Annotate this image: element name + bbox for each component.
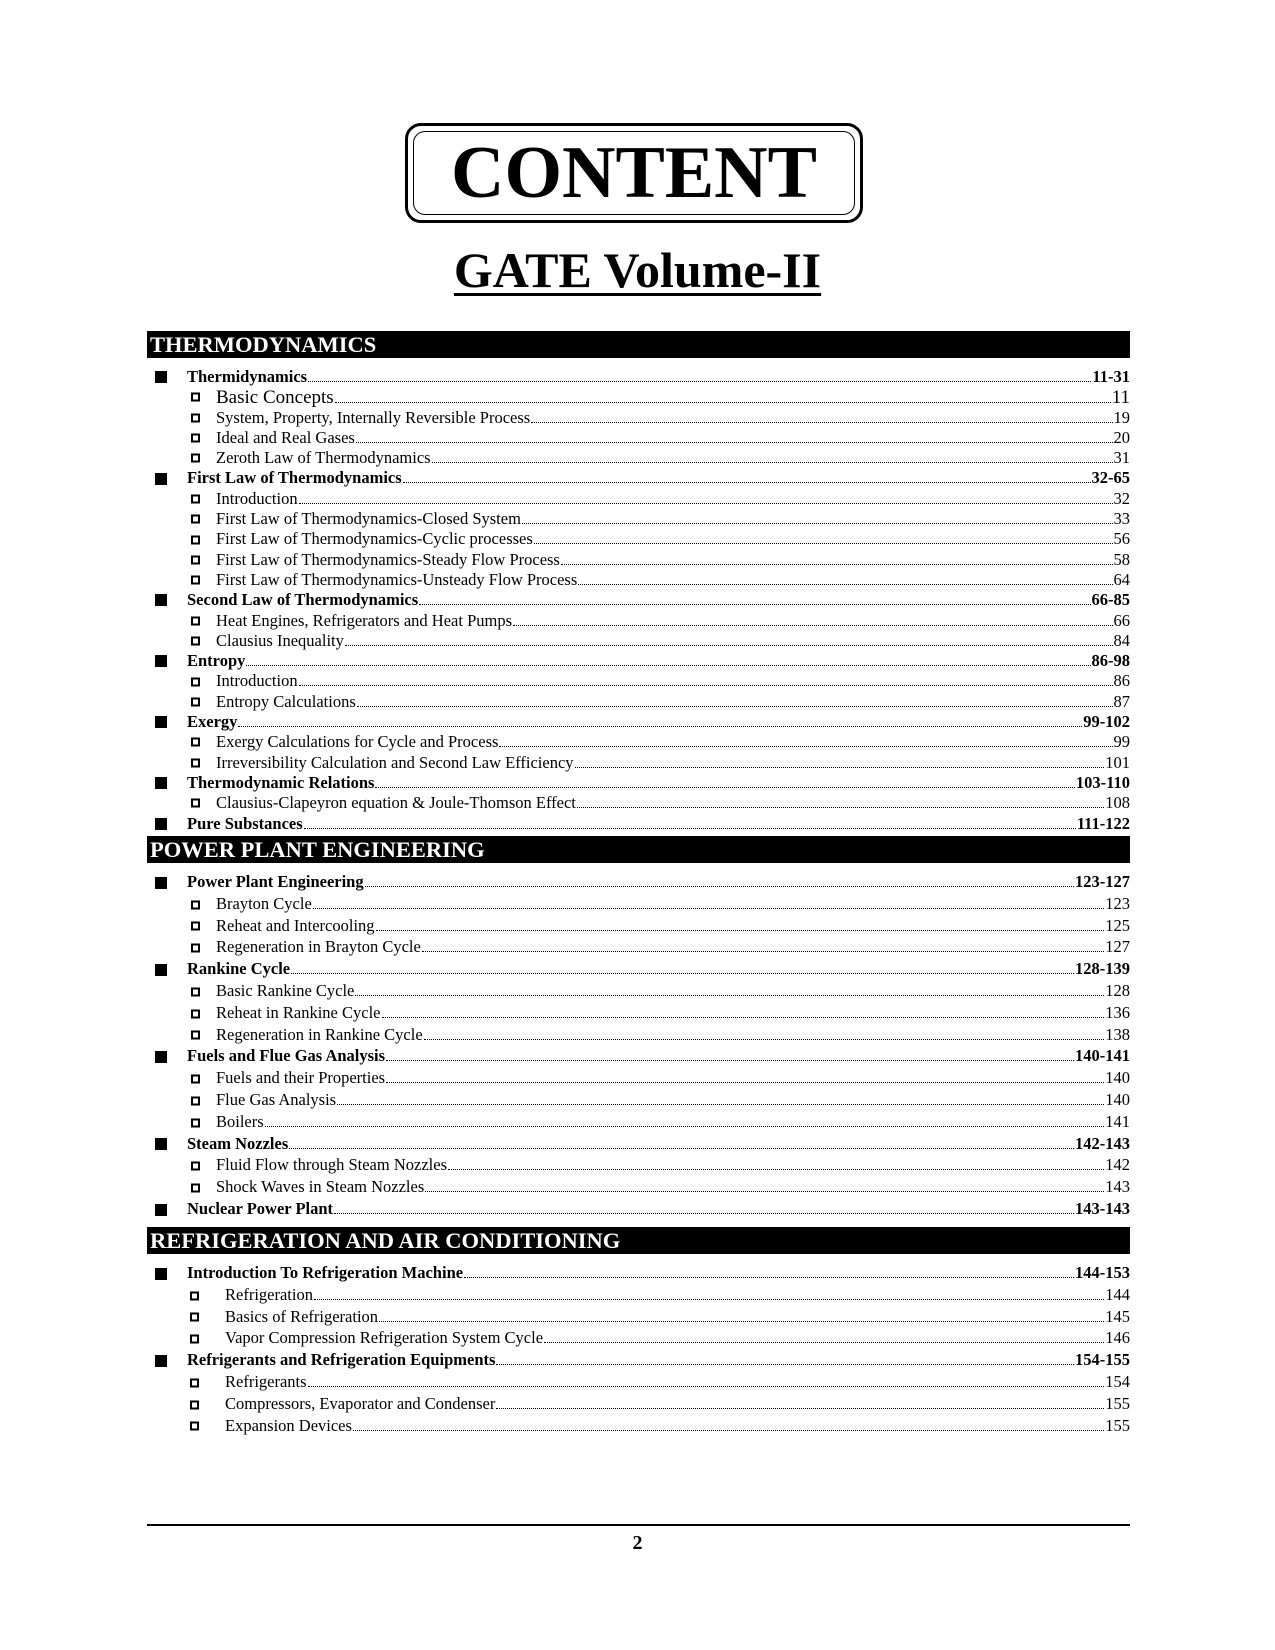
toc-topic-row xyxy=(147,1068,1130,1090)
toc-page-range: 128-139 xyxy=(1075,959,1130,979)
toc-entry-title: Zeroth Law of Thermodynamics xyxy=(216,448,431,468)
toc-entry-title: Nuclear Power Plant xyxy=(187,1198,334,1218)
dot-leader xyxy=(353,1430,1104,1431)
dot-leader xyxy=(379,1321,1104,1322)
toc-page-range: 11-31 xyxy=(1092,367,1130,386)
toc-topic-row xyxy=(147,1090,1130,1112)
dot-leader xyxy=(499,746,1112,747)
toc-chapter-row xyxy=(147,590,1130,610)
toc-topic-row xyxy=(147,1394,1130,1416)
section-heading: REFRIGERATION AND AIR CONDITIONING xyxy=(147,1227,1130,1254)
dot-leader xyxy=(578,584,1112,585)
toc-page-range: 99 xyxy=(1113,732,1130,752)
toc-page-range: 87 xyxy=(1113,691,1130,711)
toc-page-range: 31 xyxy=(1113,448,1130,468)
dot-leader xyxy=(513,625,1112,626)
toc-topic-row xyxy=(147,509,1130,529)
filled-square-bullet-icon xyxy=(155,1138,167,1150)
dot-leader xyxy=(496,1364,1074,1365)
toc-page-range: 142-143 xyxy=(1075,1133,1130,1153)
toc-page-range: 111-122 xyxy=(1076,813,1130,833)
dot-leader xyxy=(238,726,1082,727)
toc-topic-row xyxy=(147,489,1130,509)
dot-leader xyxy=(299,685,1113,686)
hollow-square-bullet-icon xyxy=(191,616,200,625)
toc-chapter-row xyxy=(147,468,1130,488)
toc-page-range: 66 xyxy=(1113,610,1130,630)
toc-page-range: 84 xyxy=(1113,630,1130,650)
hollow-square-bullet-icon xyxy=(190,1313,199,1322)
dot-leader xyxy=(345,645,1113,646)
toc-entry-title: Rankine Cycle xyxy=(187,959,291,979)
toc-chapter-row xyxy=(147,367,1130,387)
dot-leader xyxy=(448,1169,1104,1170)
filled-square-bullet-icon xyxy=(155,1204,167,1216)
toc-topic-row xyxy=(147,937,1130,959)
toc-topic-row xyxy=(147,1025,1130,1047)
hollow-square-bullet-icon xyxy=(191,454,200,463)
toc-entry-title: System, Property, Internally Reversible Process xyxy=(216,407,531,427)
dot-leader xyxy=(314,1299,1104,1300)
toc-page-range: 143-143 xyxy=(1075,1198,1130,1218)
toc-topic-row xyxy=(147,611,1130,631)
toc-page-range: 123 xyxy=(1105,893,1130,913)
filled-square-bullet-icon xyxy=(155,877,167,889)
toc-entry-title: Shock Waves in Steam Nozzles xyxy=(216,1177,425,1197)
toc-page-range: 86-98 xyxy=(1091,651,1130,671)
toc-page-range: 155 xyxy=(1105,1393,1130,1413)
filled-square-bullet-icon xyxy=(155,716,167,728)
toc-page-range: 56 xyxy=(1113,529,1130,549)
toc-entry-title: Regeneration in Brayton Cycle xyxy=(216,937,421,957)
toc-topic-row xyxy=(147,550,1130,570)
toc-entry-title: Boilers xyxy=(216,1111,264,1131)
content-title-frame xyxy=(405,123,863,223)
toc-page-range: 144-153 xyxy=(1075,1263,1130,1282)
toc-entry-title: Refrigerants xyxy=(225,1371,307,1391)
section-heading: THERMODYNAMICS xyxy=(147,331,1130,358)
dot-leader xyxy=(577,807,1104,808)
toc-topic-row xyxy=(147,1003,1130,1025)
toc-entry-title: Pure Substances xyxy=(187,813,303,833)
section-power-plant-engineering xyxy=(147,836,1130,1221)
toc-entry-title: Introduction xyxy=(216,488,298,508)
toc-entry-title: Refrigerants and Refrigeration Equipments xyxy=(187,1350,496,1370)
volume-subtitle-text: GATE Volume-II xyxy=(453,242,822,298)
toc-page-range: 64 xyxy=(1113,569,1130,589)
toc-page-range: 154-155 xyxy=(1075,1350,1130,1370)
dot-leader xyxy=(382,1017,1105,1018)
toc-topic-row xyxy=(147,916,1130,938)
toc-entry-title: Thermidynamics xyxy=(187,367,308,386)
dot-leader xyxy=(575,767,1105,768)
toc-topic-row xyxy=(147,408,1130,428)
hollow-square-bullet-icon xyxy=(191,758,200,767)
toc-page-range: 144 xyxy=(1105,1284,1130,1304)
dot-leader xyxy=(356,442,1113,443)
hollow-square-bullet-icon xyxy=(191,393,200,402)
filled-square-bullet-icon xyxy=(155,655,167,667)
toc-entries xyxy=(147,872,1130,1221)
toc-page-range: 19 xyxy=(1113,407,1130,427)
hollow-square-bullet-icon xyxy=(191,1118,200,1127)
dot-leader xyxy=(422,951,1104,952)
dot-leader xyxy=(403,482,1091,483)
toc-topic-row xyxy=(147,753,1130,773)
toc-chapter-row xyxy=(147,712,1130,732)
toc-chapter-row xyxy=(147,1046,1130,1068)
toc-page-range: 140 xyxy=(1105,1068,1130,1088)
toc-page-range: 99-102 xyxy=(1083,712,1130,732)
toc-page-range: 140 xyxy=(1105,1089,1130,1109)
toc-page-range: 127 xyxy=(1105,937,1130,957)
toc-chapter-row xyxy=(147,814,1130,834)
toc-topic-row xyxy=(147,1416,1130,1438)
filled-square-bullet-icon xyxy=(155,964,167,976)
toc-entry-title: Basic Rankine Cycle xyxy=(216,980,355,1000)
toc-topic-row xyxy=(147,1307,1130,1329)
toc-entry-title: Irreversibility Calculation and Second Law Efficiency xyxy=(216,752,574,772)
dot-leader xyxy=(425,1191,1104,1192)
dot-leader xyxy=(289,1148,1074,1149)
toc-entry-title: Steam Nozzles xyxy=(187,1133,289,1153)
toc-topic-row xyxy=(147,793,1130,813)
toc-topic-row xyxy=(147,529,1130,549)
toc-entry-title: Fuels and Flue Gas Analysis xyxy=(187,1046,386,1066)
dot-leader xyxy=(522,523,1113,524)
content-title: CONTENT xyxy=(451,132,817,214)
hollow-square-bullet-icon xyxy=(190,1291,199,1300)
toc-page-range: 32 xyxy=(1113,488,1130,508)
hollow-square-bullet-icon xyxy=(191,494,200,503)
toc-chapter-row xyxy=(147,773,1130,793)
bottom-rule xyxy=(147,1524,1130,1526)
toc-entry-title: Clausius Inequality xyxy=(216,630,344,650)
hollow-square-bullet-icon xyxy=(191,987,200,996)
dot-leader xyxy=(313,908,1104,909)
toc-entry-title: First Law of Thermodynamics-Unsteady Flow Process xyxy=(216,569,578,589)
toc-entry-title: Fluid Flow through Steam Nozzles xyxy=(216,1155,447,1175)
toc-page-range: 101 xyxy=(1105,752,1130,772)
toc-entry-title: Exergy xyxy=(187,712,238,732)
filled-square-bullet-icon xyxy=(155,818,167,830)
toc-entries xyxy=(147,367,1130,834)
toc-chapter-row xyxy=(147,959,1130,981)
dot-leader xyxy=(304,828,1076,829)
dot-leader xyxy=(355,995,1104,996)
toc-chapter-row xyxy=(147,872,1130,894)
hollow-square-bullet-icon xyxy=(190,1378,199,1387)
dot-leader xyxy=(419,604,1090,605)
toc-entry-title: Second Law of Thermodynamics xyxy=(187,590,419,610)
hollow-square-bullet-icon xyxy=(191,434,200,443)
toc-topic-row xyxy=(147,1372,1130,1394)
hollow-square-bullet-icon xyxy=(191,799,200,808)
dot-leader xyxy=(386,1060,1074,1061)
toc-page-range: 11 xyxy=(1111,387,1130,409)
toc-entry-title: Regeneration in Rankine Cycle xyxy=(216,1024,423,1044)
toc-topic-row xyxy=(147,448,1130,468)
toc-entry-title: Heat Engines, Refrigerators and Heat Pumps xyxy=(216,610,513,630)
hollow-square-bullet-icon xyxy=(191,413,200,422)
hollow-square-bullet-icon xyxy=(191,677,200,686)
toc-topic-row xyxy=(147,1155,1130,1177)
toc-page-range: 20 xyxy=(1113,427,1130,447)
toc-page-range: 66-85 xyxy=(1091,590,1130,610)
section-refrigeration-and-air-conditioning xyxy=(147,1227,1130,1437)
dot-leader xyxy=(357,706,1113,707)
toc-page-range: 145 xyxy=(1105,1306,1130,1326)
filled-square-bullet-icon xyxy=(155,777,167,789)
toc-entry-title: Introduction To Refrigeration Machine xyxy=(187,1263,464,1282)
hollow-square-bullet-icon xyxy=(191,900,200,909)
dot-leader xyxy=(335,402,1111,403)
page-number: 2 xyxy=(632,1532,643,1554)
filled-square-bullet-icon xyxy=(155,594,167,606)
toc-chapter-row xyxy=(147,1199,1130,1221)
hollow-square-bullet-icon xyxy=(191,697,200,706)
toc-page-range: 128 xyxy=(1105,980,1130,1000)
toc-entries xyxy=(147,1263,1130,1437)
toc-entry-title: Entropy xyxy=(187,651,246,671)
dot-leader xyxy=(376,930,1105,931)
dot-leader xyxy=(334,1213,1074,1214)
dot-leader xyxy=(246,665,1090,666)
toc-entry-title: Compressors, Evaporator and Condenser xyxy=(225,1393,496,1413)
toc-topic-row xyxy=(147,1112,1130,1134)
hollow-square-bullet-icon xyxy=(190,1400,199,1409)
toc-entry-title: Expansion Devices xyxy=(225,1415,352,1435)
toc-entry-title: Power Plant Engineering xyxy=(187,872,364,891)
filled-square-bullet-icon xyxy=(155,1051,167,1063)
dot-leader xyxy=(337,1104,1104,1105)
toc-page-range: 146 xyxy=(1105,1328,1130,1348)
toc-entry-title: Clausius-Clapeyron equation & Joule-Thomson Effect xyxy=(216,793,576,813)
toc-page-range: 143 xyxy=(1105,1177,1130,1197)
toc-topic-row xyxy=(147,671,1130,691)
toc-entry-title: Exergy Calculations for Cycle and Process xyxy=(216,732,499,752)
toc-topic-row xyxy=(147,1328,1130,1350)
toc-entry-title: Vapor Compression Refrigeration System Cycle xyxy=(225,1328,544,1348)
toc-entry-title: Thermodynamic Relations xyxy=(187,772,375,792)
dot-leader xyxy=(531,422,1112,423)
dot-leader xyxy=(265,1126,1105,1127)
toc-topic-row xyxy=(147,692,1130,712)
toc-page-range: 33 xyxy=(1113,509,1130,529)
filled-square-bullet-icon xyxy=(155,1355,167,1367)
hollow-square-bullet-icon xyxy=(191,1031,200,1040)
toc-entry-title: Flue Gas Analysis xyxy=(216,1089,337,1109)
toc-page-range: 140-141 xyxy=(1075,1046,1130,1066)
filled-square-bullet-icon xyxy=(155,473,167,485)
dot-leader xyxy=(308,1386,1105,1387)
dot-leader xyxy=(561,564,1113,565)
toc-page-range: 58 xyxy=(1113,549,1130,569)
toc-page-range: 86 xyxy=(1113,671,1130,691)
toc-page-range: 154 xyxy=(1105,1371,1130,1391)
dot-leader xyxy=(544,1342,1104,1343)
hollow-square-bullet-icon xyxy=(191,555,200,564)
toc-entry-title: First Law of Thermodynamics-Cyclic processes xyxy=(216,529,533,549)
toc-entry-title: Ideal and Real Gases xyxy=(216,427,355,447)
toc-entry-title: Basics of Refrigeration xyxy=(225,1306,379,1326)
dot-leader xyxy=(375,787,1074,788)
toc-page-range: 141 xyxy=(1105,1111,1130,1131)
hollow-square-bullet-icon xyxy=(191,738,200,747)
filled-square-bullet-icon xyxy=(155,371,167,383)
toc-topic-row xyxy=(147,732,1130,752)
toc-entry-title: Fuels and their Properties xyxy=(216,1068,386,1088)
volume-subtitle xyxy=(0,242,1275,298)
dot-leader xyxy=(291,973,1074,974)
hollow-square-bullet-icon xyxy=(190,1422,199,1431)
toc-topic-row xyxy=(147,981,1130,1003)
hollow-square-bullet-icon xyxy=(191,637,200,646)
toc-topic-row xyxy=(147,387,1130,407)
toc-chapter-row xyxy=(147,1263,1130,1285)
hollow-square-bullet-icon xyxy=(191,515,200,524)
dot-leader xyxy=(432,462,1113,463)
hollow-square-bullet-icon xyxy=(191,576,200,585)
section-thermodynamics xyxy=(147,331,1130,834)
toc-page-range: 142 xyxy=(1105,1155,1130,1175)
dot-leader xyxy=(308,381,1091,382)
dot-leader xyxy=(534,543,1113,544)
toc-entry-title: Refrigeration xyxy=(225,1284,313,1304)
dot-leader xyxy=(424,1039,1105,1040)
toc-page-range: 136 xyxy=(1105,1002,1130,1022)
toc-page-range: 125 xyxy=(1105,915,1130,935)
hollow-square-bullet-icon xyxy=(191,1162,200,1171)
toc-topic-row xyxy=(147,631,1130,651)
toc-topic-row xyxy=(147,570,1130,590)
toc-chapter-row xyxy=(147,1350,1130,1372)
hollow-square-bullet-icon xyxy=(191,1075,200,1084)
toc-entry-title: Reheat and Intercooling xyxy=(216,915,375,935)
hollow-square-bullet-icon xyxy=(191,535,200,544)
toc-chapter-row xyxy=(147,651,1130,671)
dot-leader xyxy=(464,1277,1074,1278)
dot-leader xyxy=(299,503,1113,504)
toc-topic-row xyxy=(147,1177,1130,1199)
hollow-square-bullet-icon xyxy=(191,922,200,931)
toc-topic-row xyxy=(147,428,1130,448)
hollow-square-bullet-icon xyxy=(191,1096,200,1105)
toc-entry-title: Entropy Calculations xyxy=(216,691,356,711)
hollow-square-bullet-icon xyxy=(190,1335,199,1344)
hollow-square-bullet-icon xyxy=(191,1184,200,1193)
dot-leader xyxy=(365,886,1074,887)
toc-chapter-row xyxy=(147,1134,1130,1156)
hollow-square-bullet-icon xyxy=(191,1009,200,1018)
toc-page-range: 138 xyxy=(1105,1024,1130,1044)
toc-page-range: 103-110 xyxy=(1075,772,1130,792)
toc-entry-title: First Law of Thermodynamics-Steady Flow Process xyxy=(216,549,560,569)
toc-entry-title: Introduction xyxy=(216,671,298,691)
toc-entry-title: Basic Concepts xyxy=(216,387,334,409)
dot-leader xyxy=(386,1082,1104,1083)
toc-entry-title: Brayton Cycle xyxy=(216,893,312,913)
toc-topic-row xyxy=(147,894,1130,916)
toc-page-range: 32-65 xyxy=(1091,468,1130,488)
toc-page-range: 155 xyxy=(1105,1415,1130,1435)
toc-page-range: 123-127 xyxy=(1075,872,1130,891)
dot-leader xyxy=(496,1408,1104,1409)
toc-entry-title: First Law of Thermodynamics xyxy=(187,468,402,488)
toc-entry-title: First Law of Thermodynamics-Closed System xyxy=(216,509,521,529)
content-title-inner-frame xyxy=(413,131,855,215)
hollow-square-bullet-icon xyxy=(191,944,200,953)
section-heading: POWER PLANT ENGINEERING xyxy=(147,836,1130,863)
toc-topic-row xyxy=(147,1285,1130,1307)
toc-entry-title: Reheat in Rankine Cycle xyxy=(216,1002,381,1022)
toc-page-range: 108 xyxy=(1105,793,1130,813)
filled-square-bullet-icon xyxy=(155,1268,167,1280)
